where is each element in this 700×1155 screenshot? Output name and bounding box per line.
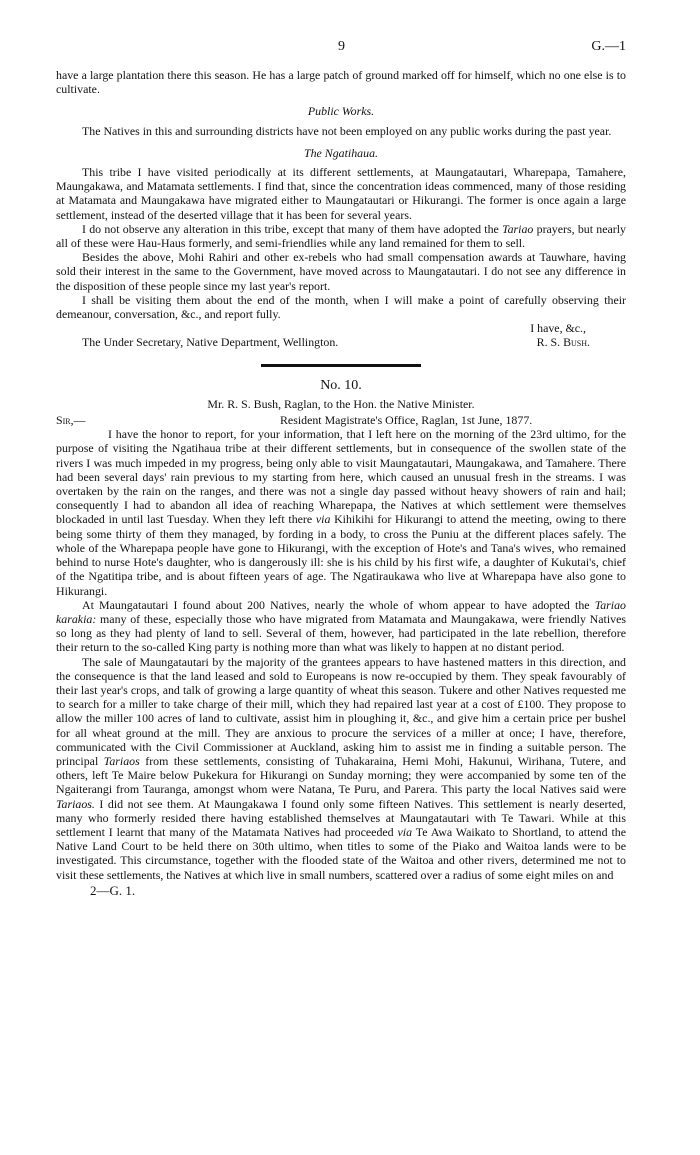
ngatihaua-paragraph-3: Besides the above, Mohi Rahiri and other ex-rebels who had small compensation awards at Tauwhare, having sold their interest in the same to the Government, have moved across to Maungatautari. I do not see any difference in the disposition of these people since my last year's report. (56, 250, 626, 293)
letter-paragraph-2: At Maungatautari I found about 200 Natives, nearly the whole of whom appear to have adopted the Tariao karakia: many of these, especially those who have migrated from Matamata and Maungakawa, were friendly Natives so long as they had plenty of land to sell. Several of them, however, had participated in the late rebellion, therefore their return to the so-called King party is nothing more than what was likely to happen at no distant period. (56, 597, 626, 655)
public-works-paragraph: The Natives in this and surrounding districts have not been employed on any public works during the past year. (82, 123, 612, 138)
letter-paragraph-3: The sale of Maungatautari by the majority of the grantees appears to have hastened matters in this direction, and the consequence is that the land leased and sold to Europeans is now re-occupied by them. They speak favourably of their last year's crops, and talk of growing a large quantity of wheat this season. Tukere and other Natives requested me to search for a miller to take charge of their mill, which they had repaired last year at a cost of £100. They propose to allow the miller 100 acres of land to cultivate, assist him in ploughing it, &c., and give him a certain price per bushel for all wheat ground at the mill. They are anxious to procure the services of a miller at once; I have, therefore, communicated with the Civil Commissioner at Auckland, asking him to assist me in finding a suitable person. The principal Tariaos from these settlements, consisting of Tuhakaraina, Hemi Mohi, Hakunui, Wirihana, Tutere, and others, left Te Maire below Pukekura for Hikurangi on Sunday morning; they were accompanied by some ten of the Ngaiterangi from Tauranga, amongst whom were Natana, Te Puru, and Parera. This party the local Natives said were Tariaos. I did not see them. At Maungakawa I found only some fifteen Natives. This settlement is nearly deserted, many who formerly resided there having established themselves at Maungatautari with Te Tawari. While at this settlement I learnt that many of the Matamata Natives had proceeded via Te Awa Waikato to Shortland, to attend the Native Land Court to be held there on 30th ultimo, when titles to some of the Piako and Waitoa lands were to be investigated. This circumstance, together with the flooded state of the Waitoa and other rivers, determined me not to visit these settlements, the Natives at which live in small numbers, scattered over a radius of some eight miles on and (56, 654, 626, 882)
letter-number: No. 10. (320, 377, 362, 393)
signature: R. S. Bush. (536, 335, 590, 350)
document-reference: G.—1 (591, 39, 626, 54)
addressee: The Under Secretary, Native Department, Wellington. (82, 335, 339, 350)
location-date: Resident Magistrate's Office, Raglan, 1st June, 1877. (280, 413, 533, 428)
signature-ref: 2—G. 1. (90, 882, 136, 898)
closing-line: I have, &c., (530, 321, 586, 336)
letter-subheading: Mr. R. S. Bush, Raglan, to the Hon. the Native Minister. (207, 396, 475, 411)
salutation: Sir,— (56, 413, 86, 428)
ngatihaua-paragraph-4: I shall be visiting them about the end of the month, when I will make a point of carefully observing their demeanour, conversation, &c., and report fully. (56, 292, 626, 322)
tariao-term: Tariao (502, 221, 534, 236)
letter-paragraph-1: I have the honor to report, for your information, that I left here on the morning of the 23rd ultimo, for the purpose of visiting the Ngatihaua tribe at their different settlements, but in consequence of the swollen state of the rivers I was much impeded in my progress, being only able to visit Maungatautari, Maungakawa, and Tamahere. There had been several days' rain previous to my starting from here, which caused an unusual fresh in the streams. I was overtaken by the rain on the ranges, and there was not a single day passed without heavy showers of rain and hail; consequently I had to abandon all idea of reaching Wharepapa, the Natives at which settlement were themselves blockaded in until last Tuesday. When they left there via Kihikihi for Hikurangi to attend the meeting, owing to there being some thirty of them they managed, by fording in a body, to cross the Puniu at the different places safely. The whole of the Wharepapa people have gone to Hikurangi, with the exception of Hote's and Tana's wives, who remained behind to nurse Hote's daughter, who is dangerously ill: she is his child by his first wife, a daughter of Kukutai's, chief of the Ngatitipa tribe, and is about fifteen years of age. The Ngatiraukawa who live at Wharepapa have also gone to Hikurangi. (56, 427, 626, 598)
document-page (56, 40, 626, 898)
salutation-row (56, 413, 626, 427)
page-number: 9 (338, 39, 345, 54)
public-works-heading: Public Works. (307, 104, 375, 119)
page-header (56, 40, 626, 68)
ngatihaua-paragraph-1: This tribe I have visited periodically at its different settlements, at Maungatautari, Wharepapa, Tamahere, Maungakawa, and Matamata settlements. I find that, since the concentration ideas commenced, many of those residing at Matamata and Maungakawa have migrated either to Maungatautari or Hikurangi. The former is once again a large settlement, instead of the deserted village that it has been for several years. (56, 165, 626, 222)
section-divider (261, 364, 421, 367)
ngatihaua-paragraph-2: I do not observe any alteration in this tribe, except that many of them have adopted the Tariao prayers, but nearly all of these were Hau-Haus formerly, and semi-friendlies while any land remained for them to sell. (56, 221, 626, 251)
continuation-paragraph: have a large plantation there this season. He has a large patch of ground marked off for himself, which no one else is to cultivate. (56, 68, 626, 97)
ngatihaua-heading: The Ngatihaua. (304, 145, 378, 160)
signoff-row (56, 335, 626, 349)
